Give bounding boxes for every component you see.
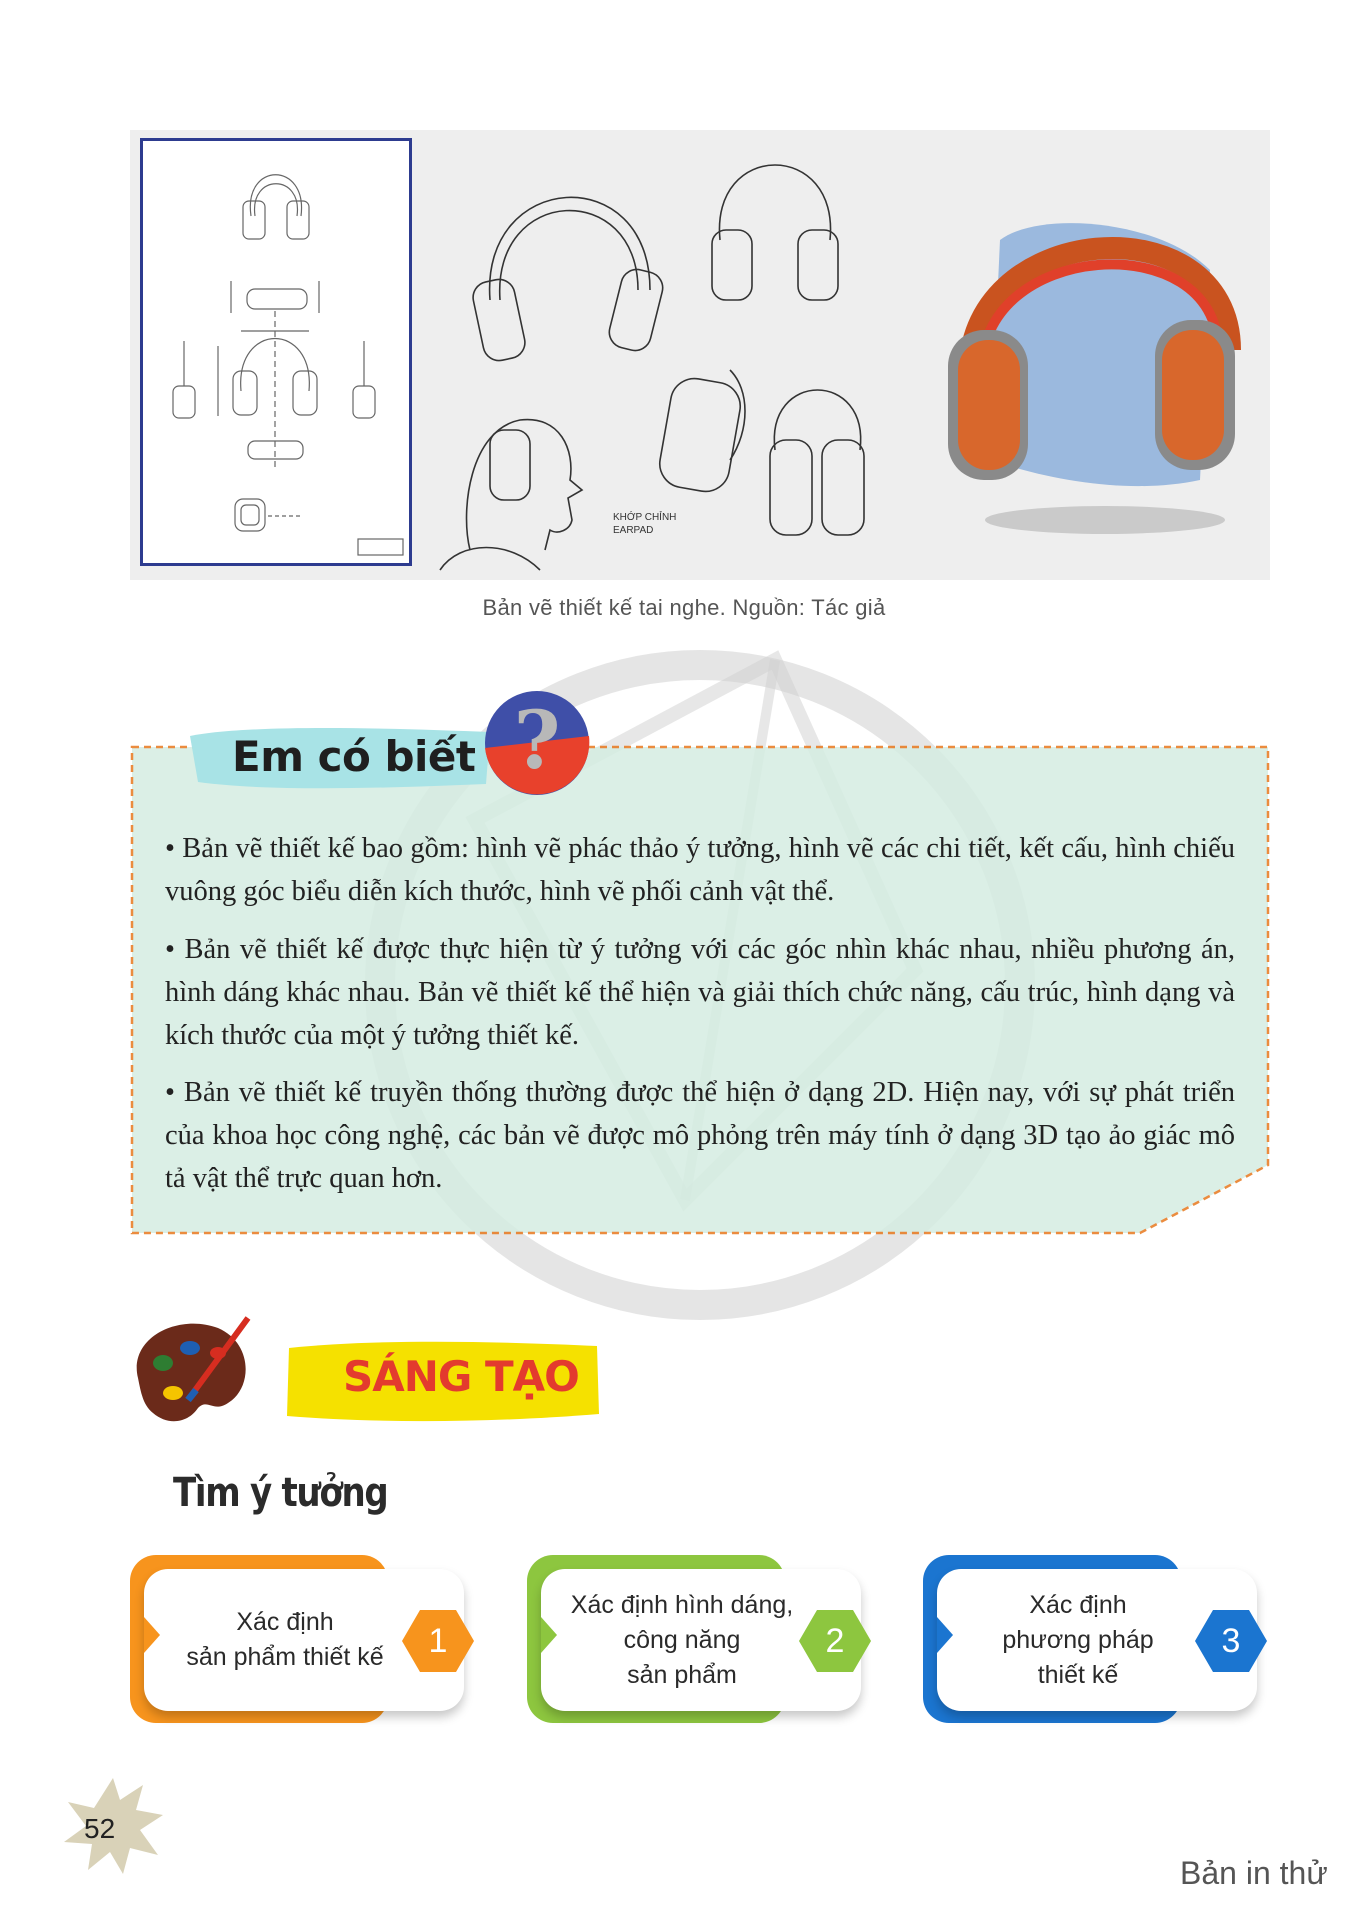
step-3-notch	[937, 1617, 953, 1653]
step-1-number: 1	[428, 1621, 448, 1660]
step-1-notch	[144, 1617, 160, 1653]
figure-caption: Bản vẽ thiết kế tai nghe. Nguồn: Tác giả	[482, 595, 886, 620]
orthographic-projection-image	[143, 141, 409, 563]
print-proof-label: Bản in thử	[1180, 1855, 1328, 1891]
page-number: 52	[84, 1813, 116, 1844]
sketch-label-line1: KHỚP CHỈNH	[613, 512, 677, 523]
pencil-sketches	[430, 130, 950, 580]
tim-y-tuong-heading: Tìm ý tưởng	[173, 1470, 388, 1516]
paint-palette-icon	[128, 1308, 258, 1430]
step-1-line2: sản phẩm thiết kế	[186, 1643, 384, 1671]
step-2-line3: sản phẩm	[627, 1660, 737, 1689]
step-2-line1: Xác định hình dáng,	[570, 1590, 794, 1619]
step-card-3	[923, 1555, 1253, 1723]
sang-tao-heading: SÁNG TẠO	[343, 1352, 579, 1401]
step-3-number: 3	[1221, 1621, 1241, 1660]
step-2-label	[557, 1569, 807, 1711]
headphone-design-figure	[130, 130, 1270, 580]
step-1-label	[160, 1569, 410, 1711]
step-3-line3: thiết kế	[1037, 1660, 1119, 1689]
color-headphone-render	[930, 150, 1260, 570]
orange-headphone-image	[930, 150, 1260, 570]
headphone-sketches-image	[430, 130, 950, 580]
info-paragraph-1: • Bản vẽ thiết kế bao gồm: hình vẽ phác thảo ý tưởng, hình vẽ các chi tiết, kết cấu, hình chiếu vuông góc biểu diễn kích thước, hình vẽ phối cảnh vật thể.	[165, 833, 1235, 907]
step-3-line2: phương pháp	[1002, 1625, 1154, 1654]
step-card-2	[527, 1555, 857, 1723]
sketch-label-line2: EARPAD	[613, 525, 654, 536]
step-card-1	[130, 1555, 460, 1723]
step-1-line1: Xác định	[236, 1608, 334, 1636]
step-3-label	[953, 1569, 1203, 1711]
step-2-line2: công năng	[623, 1625, 741, 1654]
step-2-number: 2	[825, 1621, 845, 1660]
info-paragraph-3: • Bản vẽ thiết kế truyền thống thường được thể hiện ở dạng 2D. Hiện nay, với sự phát triển của khoa học công nghệ, các bản vẽ được mô phỏng trên máy tính ở dạng 3D tạo ảo giác mô tả vật thể trực quan hơn.	[165, 1077, 1235, 1194]
svg-text:?: ?	[513, 693, 561, 787]
blueprint-drawing	[140, 138, 412, 566]
step-2-notch	[541, 1617, 557, 1653]
question-mark-icon	[482, 688, 592, 798]
info-paragraph-2: • Bản vẽ thiết kế được thực hiện từ ý tưởng với các góc nhìn khác nhau, nhiều phương án, hình dáng khác nhau. Bản vẽ thiết kế thể hiện và giải thích chức năng, cấu trúc, hình dạng và kích thước của một ý tưởng thiết kế.	[165, 934, 1235, 1051]
step-3-line1: Xác định	[1029, 1590, 1127, 1619]
info-title: Em có biết	[232, 732, 476, 781]
